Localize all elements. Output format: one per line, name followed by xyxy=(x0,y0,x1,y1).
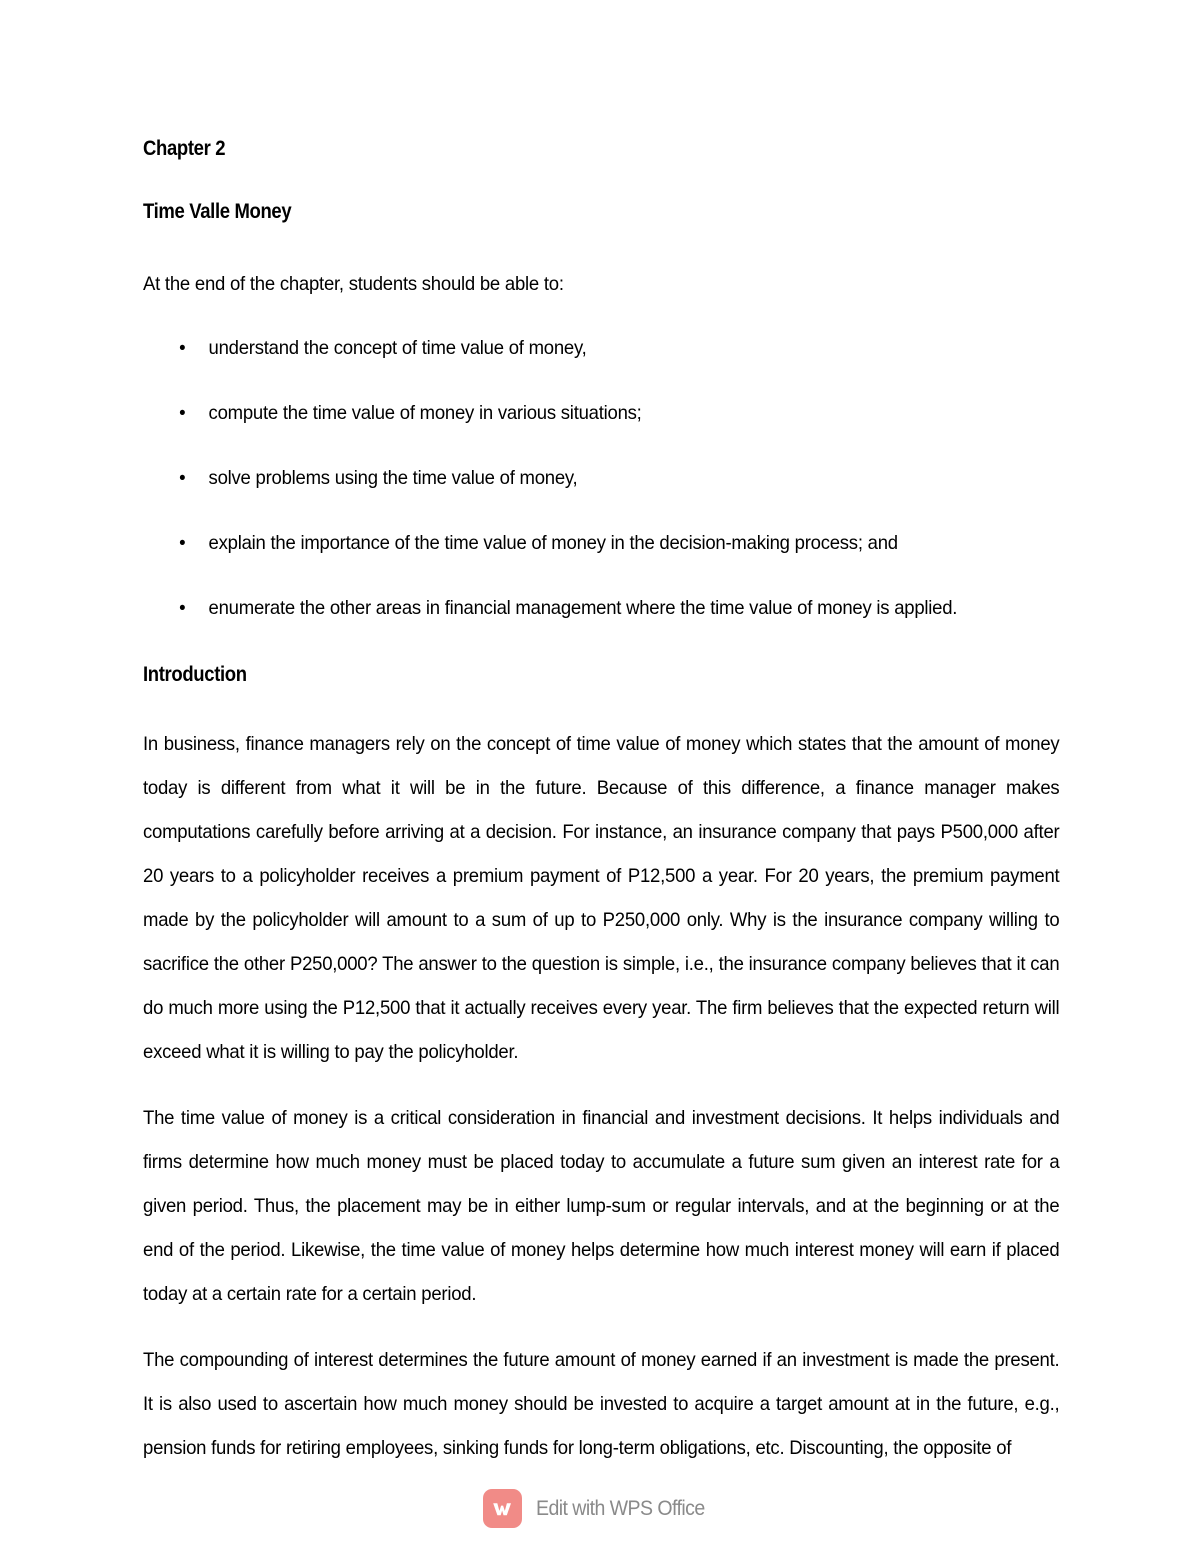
list-item xyxy=(143,586,1125,630)
objectives-lead-text: At the end of the chapter, students should be able to: xyxy=(143,273,564,295)
list-item-text: enumerate the other areas in financial management where the time value of money is applied. xyxy=(208,597,958,619)
bullet-glyph-icon: • xyxy=(179,337,186,359)
bullet-glyph-icon: • xyxy=(179,532,186,554)
list-item xyxy=(143,456,1125,500)
bullet-glyph-icon: • xyxy=(179,467,186,489)
learning-objectives-list xyxy=(143,326,1060,630)
list-item-text: explain the importance of the time value of money in the decision-making process; and xyxy=(208,532,898,554)
wps-office-watermark[interactable] xyxy=(0,1489,1200,1528)
list-item-text: solve problems using the time value of money, xyxy=(208,467,578,489)
list-item xyxy=(143,391,1125,435)
list-item xyxy=(143,521,1125,565)
body-paragraph-3: The compounding of interest determines the future amount of money earned if an investment is made the present. It is also used to ascertain how much money should be invested to acquire a target amount at in the future, e.g., pension funds for retiring employees, sinking funds for long-term obligations, etc. Discounting, the opposite of xyxy=(143,1348,1060,1459)
bullet-glyph-icon: • xyxy=(179,597,186,619)
list-item-text: understand the concept of time value of money, xyxy=(208,337,587,359)
body-paragraph-2: The time value of money is a critical consideration in financial and investment decisions. It helps individuals and firms determine how much money must be placed today to accumulate a future sum given an interest rate for a given period. Thus, the placement may be in either lump-sum or regular intervals, and at the beginning or at the end of the period. Likewise, the time value of money helps determine how much interest money will earn if placed today at a certain rate for a certain period. xyxy=(143,1106,1060,1305)
wps-office-label: Edit with WPS Office xyxy=(535,1496,705,1520)
document-body xyxy=(143,138,1060,1470)
list-item xyxy=(143,326,1125,370)
bullet-glyph-icon: • xyxy=(179,402,186,424)
section-heading-introduction: Introduction xyxy=(143,662,247,686)
chapter-label: Chapter 2 xyxy=(143,136,226,160)
wps-w-logo-icon xyxy=(483,1489,522,1528)
body-paragraph-1: In business, finance managers rely on the concept of time value of money which states that the amount of money today is different from what it will be in the future. Because of this difference, a finance manager makes computations carefully before arriving at a decision. For instance, an insurance company that pays P500,000 after 20 years to a policyholder receives a premium payment of P12,500 a year. For 20 years, the premium payment made by the policyholder will amount to a sum of up to P250,000 only. Why is the insurance company willing to sacrifice the other P250,000? The answer to the question is simple, i.e., the insurance company believes that it can do much more using the P12,500 that it actually receives every year. The firm believes that the expected return will exceed what it is willing to pay the policyholder. xyxy=(143,732,1060,1063)
document-title: Time Valle Money xyxy=(143,198,292,223)
list-item-text: compute the time value of money in various situations; xyxy=(208,402,642,424)
